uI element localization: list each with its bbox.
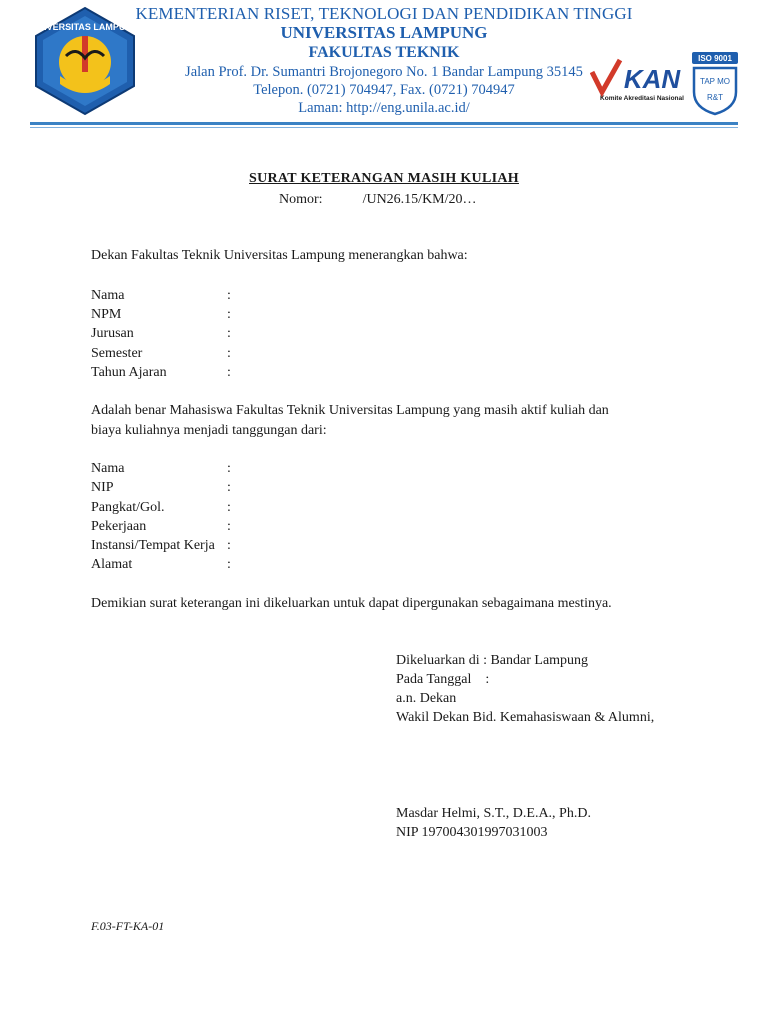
iso-subtitle-2: R&T — [707, 93, 723, 102]
header-divider — [30, 122, 738, 125]
logo-text: UNIVERSITAS LAMPUNG — [31, 22, 139, 32]
signer-nip: NIP 197004301997031003 — [396, 825, 548, 840]
letterhead — [0, 0, 768, 130]
field-colon: : — [227, 307, 231, 322]
field-label: Tahun Ajaran — [91, 365, 167, 380]
kan-logo-icon — [590, 58, 690, 104]
document-number — [279, 192, 477, 208]
field-label: Pangkat/Gol. — [91, 500, 165, 515]
field-colon: : — [227, 480, 231, 495]
middle-line-1: Adalah benar Mahasiswa Fakultas Teknik Universitas Lampung yang masih aktif kuliah dan — [91, 403, 609, 418]
iso-9001-logo-icon — [690, 50, 740, 116]
guardian-field-row — [91, 459, 231, 478]
student-field-row — [91, 363, 231, 382]
field-label: Alamat — [91, 557, 133, 572]
kan-subtitle: Komite Akreditasi Nasional — [600, 95, 684, 102]
field-label: NIP — [91, 480, 114, 495]
iso-text: ISO 9001 — [698, 54, 732, 63]
header-divider-thin — [30, 127, 738, 128]
faculty-name: FAKULTAS TEKNIK — [308, 44, 460, 61]
document-title: SURAT KETERANGAN MASIH KULIAH — [249, 171, 519, 186]
student-field-row — [91, 324, 231, 343]
field-colon: : — [227, 519, 231, 534]
issued-date: Pada Tanggal : — [396, 672, 490, 687]
guardian-field-row — [91, 498, 231, 517]
signer-position: Wakil Dekan Bid. Kemahasiswaan & Alumni, — [396, 710, 655, 725]
issued-at: Dikeluarkan di : Bandar Lampung — [396, 653, 589, 668]
on-behalf-of: a.n. Dekan — [396, 691, 457, 706]
field-colon: : — [227, 500, 231, 515]
website-line: Laman: http://eng.unila.ac.id/ — [298, 100, 470, 116]
field-label: Semester — [91, 346, 143, 361]
phone-line: Telepon. (0721) 704947, Fax. (0721) 704947 — [253, 82, 515, 98]
guardian-field-row — [91, 555, 231, 574]
student-field-row — [91, 344, 231, 363]
nomor-value: /UN26.15/KM/20… — [362, 192, 477, 207]
field-colon: : — [227, 557, 231, 572]
field-colon: : — [227, 365, 231, 380]
field-colon: : — [227, 538, 231, 553]
ministry-name: KEMENTERIAN RISET, TEKNOLOGI DAN PENDIDIKAN TINGGI — [135, 4, 633, 23]
nomor-label: Nomor: — [279, 192, 323, 207]
guardian-field-row — [91, 536, 231, 555]
iso-subtitle-1: TAP MO — [700, 77, 730, 86]
signer-name: Masdar Helmi, S.T., D.E.A., Ph.D. — [396, 806, 591, 821]
field-label: Jurusan — [91, 326, 134, 341]
guardian-field-row — [91, 478, 231, 497]
student-field-row — [91, 286, 231, 305]
form-code: F.03-FT-KA-01 — [91, 919, 165, 933]
field-colon: : — [227, 346, 231, 361]
address-line: Jalan Prof. Dr. Sumantri Brojonegoro No. 1 Bandar Lampung 35145 — [185, 64, 583, 80]
field-label: NPM — [91, 307, 122, 322]
guardian-field-row — [91, 517, 231, 536]
university-name: UNIVERSITAS LAMPUNG — [280, 23, 488, 42]
field-colon: : — [227, 461, 231, 476]
student-field-row — [91, 305, 231, 324]
field-label: Instansi/Tempat Kerja — [91, 538, 215, 553]
letterhead-text — [120, 4, 648, 117]
middle-paragraph — [91, 401, 691, 441]
field-colon: : — [227, 288, 231, 303]
middle-line-2: biaya kuliahnya menjadi tanggungan dari: — [91, 423, 327, 438]
kan-text: KAN — [623, 64, 681, 94]
field-label: Nama — [91, 288, 125, 303]
intro-paragraph: Dekan Fakultas Teknik Universitas Lampung menerangkan bahwa: — [91, 248, 468, 263]
field-label: Pekerjaan — [91, 519, 147, 534]
field-label: Nama — [91, 461, 125, 476]
field-colon: : — [227, 326, 231, 341]
closing-paragraph: Demikian surat keterangan ini dikeluarkan untuk dapat dipergunakan sebagaimana mestinya. — [91, 596, 612, 611]
